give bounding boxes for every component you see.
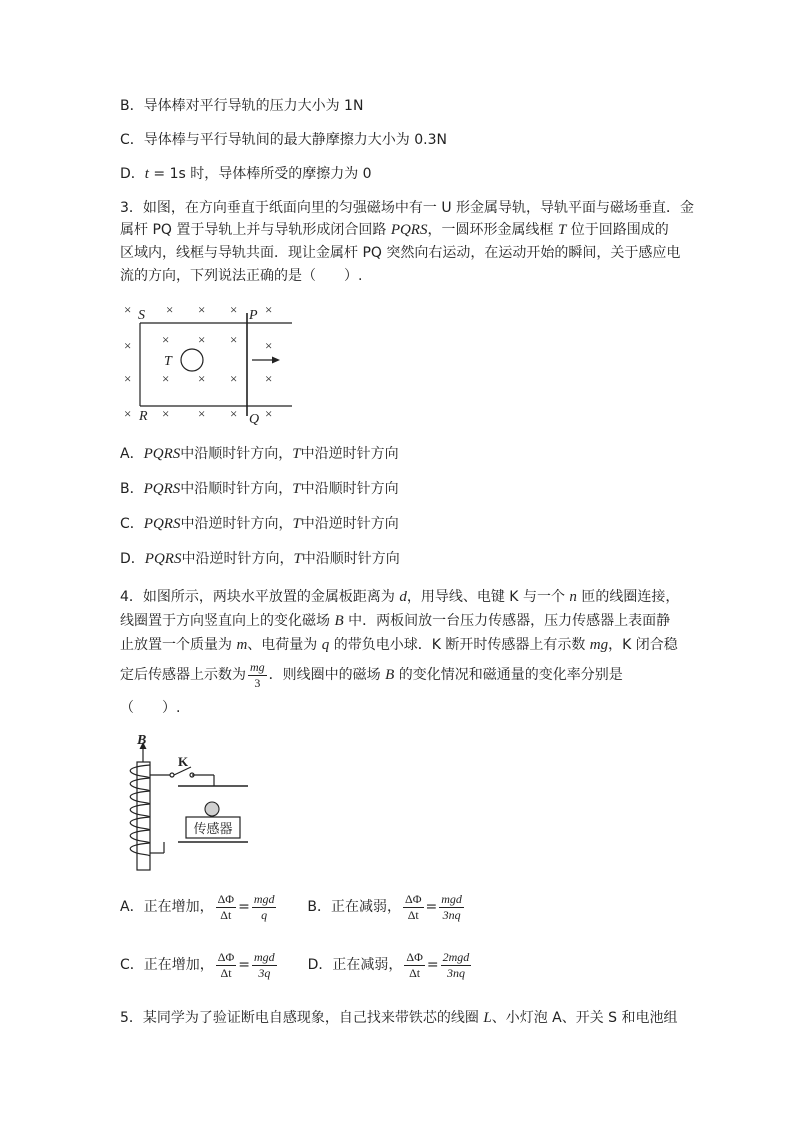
- frac-den: Δt: [409, 965, 421, 980]
- q2-option-d: [120, 164, 372, 184]
- fraction: [404, 950, 425, 981]
- q4-text: 中．两板间放一台压力传感器，压力传感器上表面静: [343, 613, 671, 629]
- q3-t: T: [292, 516, 301, 532]
- q5-text: 、小灯泡 A、开关 S 和电池组: [491, 1010, 678, 1026]
- q4-stem-line1: [120, 587, 679, 607]
- q3-stem-text: 位于回路围成的: [566, 222, 669, 238]
- q3-pqrs: PQRS: [144, 551, 182, 567]
- q4-var-b: B: [334, 613, 344, 629]
- fraction: [216, 892, 237, 923]
- field-cross: ×: [230, 332, 238, 347]
- q4-var-mg: mg: [589, 637, 609, 653]
- q4-var-d: d: [399, 589, 407, 605]
- field-cross: ×: [230, 371, 238, 386]
- option-letter: D．: [307, 957, 333, 973]
- option-letter: D．: [120, 551, 145, 567]
- frac-num: mgd: [254, 949, 275, 964]
- q4-text: 的带负电小球．K 断开时传感器上有示数: [329, 637, 590, 653]
- equals: =: [238, 957, 251, 973]
- field-cross: ×: [124, 302, 132, 317]
- q5-stem-line1: [120, 1008, 678, 1028]
- q4-var-n: n: [569, 589, 577, 605]
- q4-var-q: q: [321, 637, 330, 653]
- q5-var-l: L: [483, 1010, 492, 1026]
- field-cross: ×: [198, 406, 206, 421]
- q3-option-d: [120, 549, 400, 569]
- frac-num: mg: [250, 659, 265, 674]
- field-cross: ×: [162, 406, 170, 421]
- field-cross: ×: [124, 338, 132, 353]
- label-k: K: [178, 754, 189, 769]
- option-text: 中沿顺时针方向，: [180, 446, 293, 462]
- field-cross: ×: [162, 371, 170, 386]
- frac-den: 3nq: [446, 965, 465, 980]
- q4-text: 匝的线圈连接，: [576, 589, 680, 605]
- q3-option-b: [120, 479, 399, 499]
- q4-text: 4．如图所示，两块水平放置的金属板距离为: [120, 589, 400, 605]
- q3-figure: [120, 296, 310, 426]
- q3-t: T: [292, 481, 301, 497]
- coil-turn: [130, 791, 150, 804]
- q2-option-c: C．导体棒与平行导轨间的最大静摩擦力大小为 0.3N: [120, 132, 447, 148]
- q4-stem-line2: [120, 611, 670, 631]
- frac-den: Δt: [220, 965, 232, 980]
- q3-stem-line1: 3．如图，在方向垂直于纸面向里的匀强磁场中有一 U 形金属导轨，导轨平面与磁场垂直．金: [120, 200, 695, 216]
- q3-pqrs: PQRS: [390, 222, 428, 238]
- equals: =: [425, 899, 438, 915]
- switch-contact: [170, 773, 174, 777]
- velocity-arrowhead: [272, 357, 280, 364]
- field-cross: ×: [265, 371, 273, 386]
- q4-text: ，用导线、电键 K 与一个: [406, 589, 570, 605]
- ring-t: [181, 349, 203, 371]
- equals: =: [426, 957, 439, 973]
- equals: =: [238, 899, 250, 915]
- q3-stem-text: ，一圆环形金属线框: [427, 222, 558, 238]
- option-text: 正在减弱，: [332, 957, 403, 973]
- frac-num: mgd: [253, 891, 275, 906]
- option-letter: B．: [120, 481, 144, 497]
- q4-text: ，K 闭合稳: [608, 637, 678, 653]
- coil-turn: [130, 817, 150, 830]
- coil-turn: [130, 778, 150, 791]
- option-text: 中沿逆时针方向: [300, 446, 399, 462]
- option-text: 中沿逆时针方向: [300, 516, 399, 532]
- frac-num: 2mgd: [442, 949, 470, 964]
- coil-turn: [130, 765, 150, 778]
- option-letter: C．: [120, 957, 144, 973]
- q3-option-a: [120, 444, 399, 464]
- option-text: 中沿顺时针方向，: [180, 481, 293, 497]
- q3-t: T: [557, 222, 567, 238]
- coil-turn: [130, 830, 150, 843]
- field-cross: ×: [230, 302, 238, 317]
- q2-option-b: B．导体棒对平行导轨的压力大小为 1N: [120, 98, 364, 114]
- q3-t: T: [293, 551, 302, 567]
- frac-num: ΔΦ: [406, 949, 423, 964]
- q3-stem-text: 属杆 PQ 置于导轨上并与导轨形成闭合回路: [120, 222, 391, 238]
- label-b: B: [137, 733, 147, 748]
- frac-num: ΔΦ: [217, 949, 235, 964]
- coil-turn: [130, 804, 150, 817]
- q4-text: 、电荷量为: [247, 637, 322, 653]
- q4-stem-line4: [120, 658, 623, 692]
- q3-stem-line4: 流的方向，下列说法正确的是（ ）.: [120, 268, 363, 284]
- q4-text: 定后传感器上示数为: [120, 667, 246, 683]
- frac-den: 3: [254, 675, 261, 690]
- q5-text: 5．某同学为了验证断电自感现象，自己找来带铁芯的线圈: [120, 1010, 484, 1026]
- q2-d-t: t: [144, 166, 149, 182]
- field-cross: ×: [198, 332, 206, 347]
- frac-den: Δt: [220, 907, 232, 922]
- label-s: S: [138, 308, 145, 323]
- fraction: [252, 892, 277, 923]
- q4-stem-line3: [120, 635, 678, 655]
- fraction: [252, 950, 277, 981]
- q4-figure: [120, 732, 260, 874]
- q3-stem-line3: 区域内，线框与导轨共面．现让金属杆 PQ 突然向右运动，在运动开始的瞬间，关于感应电: [120, 245, 681, 261]
- coil-turn: [130, 843, 150, 856]
- q4-var-m: m: [236, 637, 248, 653]
- q4-text: ．则线圈中的磁场: [268, 667, 386, 683]
- frac-num: ΔΦ: [405, 891, 422, 906]
- frac-num: mgd: [441, 891, 462, 906]
- label-p: P: [249, 308, 258, 323]
- q3-pqrs: PQRS: [143, 516, 181, 532]
- option-text: 中沿逆时针方向，: [180, 516, 293, 532]
- frac-den: 3q: [258, 965, 271, 980]
- charged-ball: [205, 802, 219, 816]
- option-text: 正在减弱，: [331, 899, 401, 915]
- fraction: [439, 892, 464, 923]
- fraction: [216, 950, 237, 981]
- field-cross: ×: [265, 302, 273, 317]
- option-letter: A．: [120, 446, 144, 462]
- field-cross: ×: [265, 338, 273, 353]
- field-cross: ×: [230, 406, 238, 421]
- q2-d-letter: D．: [120, 166, 145, 182]
- option-letter: A．: [120, 899, 144, 915]
- fraction-mg-over-3: [248, 660, 267, 691]
- q2-d-text: = 1s 时，导体棒所受的摩擦力为 0: [148, 166, 372, 182]
- fraction: [441, 950, 472, 981]
- field-cross: ×: [265, 406, 273, 421]
- q4-stem-line5: （ ）.: [120, 700, 181, 716]
- option-letter: B．: [307, 899, 331, 915]
- option-letter: C．: [120, 516, 144, 532]
- field-cross: ×: [162, 332, 170, 347]
- option-text: 正在增加，: [143, 957, 214, 973]
- frac-den: 3nq: [442, 907, 461, 922]
- option-text: 中沿逆时针方向，: [181, 551, 294, 567]
- q3-pqrs: PQRS: [143, 481, 181, 497]
- q3-pqrs: PQRS: [143, 446, 181, 462]
- option-text: 中沿顺时针方向: [300, 481, 399, 497]
- label-q: Q: [249, 412, 260, 426]
- q3-option-c: [120, 514, 399, 534]
- sensor-label: 传感器: [193, 822, 233, 837]
- q4-var-b: B: [385, 667, 395, 683]
- field-cross: ×: [124, 371, 132, 386]
- frac-num: ΔΦ: [217, 891, 235, 906]
- option-text: 中沿顺时针方向: [301, 551, 400, 567]
- q4-options-row2: [120, 947, 473, 983]
- frac-den: q: [261, 907, 268, 922]
- frac-den: Δt: [407, 907, 419, 922]
- field-cross: ×: [198, 302, 206, 317]
- label-t: T: [164, 354, 172, 369]
- label-r: R: [139, 409, 148, 424]
- q3-stem-line2: [120, 220, 669, 240]
- field-cross: ×: [198, 371, 206, 386]
- q4-text: 止放置一个质量为: [120, 637, 237, 653]
- q4-options-row1: [120, 889, 466, 925]
- field-cross: ×: [166, 302, 174, 317]
- q4-text: 的变化情况和磁通量的变化率分别是: [394, 667, 623, 683]
- option-text: 正在增加，: [143, 899, 214, 915]
- field-cross: ×: [124, 406, 132, 421]
- fraction: [403, 892, 424, 923]
- q4-text: 线圈置于方向竖直向上的变化磁场: [120, 613, 335, 629]
- q3-t: T: [292, 446, 301, 462]
